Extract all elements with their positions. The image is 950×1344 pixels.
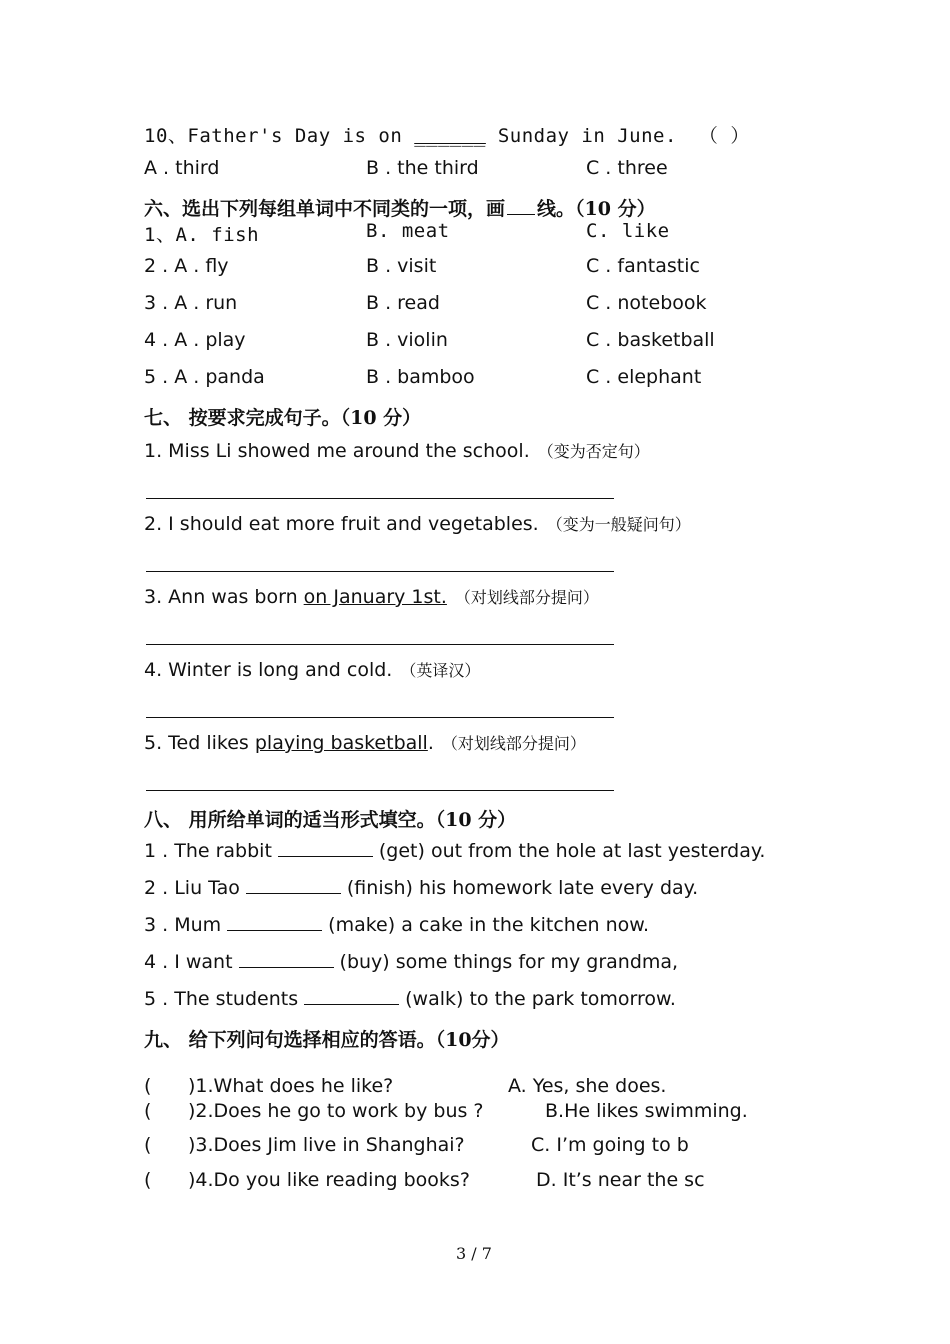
- q10-line: [144, 121, 750, 148]
- s7-item5: [144, 731, 586, 754]
- s7-item5-post: .: [427, 732, 434, 754]
- s7-item5-underlined: playing basketball: [254, 732, 428, 754]
- s9-item4-answer: D. It’s near the sc: [536, 1169, 705, 1191]
- s6-row1-b: B. meat: [366, 220, 450, 242]
- s8-item5-post: (walk) to the park tomorrow.: [405, 988, 676, 1010]
- q10-prefix: 10、Father's Day is on: [144, 125, 403, 147]
- s9-item3-paren: (: [144, 1134, 152, 1156]
- section9-title: 九、 给下列问句选择相应的答语。（10分）: [144, 1029, 510, 1051]
- s9-item4-paren: (: [144, 1169, 152, 1191]
- s9-item2-paren: (: [144, 1100, 152, 1122]
- s7-item3-text: 3. Ann was born: [144, 586, 304, 608]
- q10-blank: ______: [414, 125, 486, 147]
- s9-item4-question: )4.Do you like reading books?: [188, 1169, 470, 1191]
- q10-suffix: Sunday in June.: [497, 125, 677, 147]
- s8-item2: [144, 877, 698, 899]
- s6-row5-b: B . bamboo: [366, 366, 475, 388]
- s8-item4-post: (buy) some things for my grandma,: [339, 951, 679, 973]
- q10-option-b: B . the third: [366, 157, 479, 179]
- q10-paren: （ ）: [698, 125, 750, 147]
- section6-title-a: 六、选出下列每组单词中不同类的一项，画: [144, 198, 506, 220]
- s7-item5-text: 5. Ted likes: [144, 732, 255, 754]
- s7-item1-text: 1. Miss Li showed me around the school.: [144, 440, 530, 462]
- section6-title: [144, 194, 656, 221]
- s7-item2-text: 2. I should eat more fruit and vegetables.: [144, 513, 539, 535]
- s8-item2-blank[interactable]: [246, 892, 341, 894]
- s8-item3-pre: 3 . Mum: [144, 914, 222, 936]
- s6-row2-a: 2 . A . fly: [144, 255, 229, 277]
- s8-item2-post: (finish) his homework late every day.: [346, 877, 699, 899]
- s7-item1: [144, 439, 650, 462]
- s6-row3-b: B . read: [366, 292, 440, 314]
- section6-title-b: 线。（10 分）: [537, 198, 656, 220]
- s9-item1-paren: (: [144, 1075, 152, 1097]
- s7-answer-line-3: [146, 644, 614, 645]
- s7-item4-text: 4. Winter is long and cold.: [144, 659, 393, 681]
- s7-item3: [144, 585, 599, 608]
- s9-item3-question: )3.Does Jim live in Shanghai?: [188, 1134, 465, 1156]
- s8-item1-pre: 1 . The rabbit: [144, 840, 272, 862]
- s6-row2-c: C . fantastic: [586, 255, 700, 277]
- s9-item1-question: )1.What does he like?: [188, 1075, 394, 1097]
- section7-title: 七、 按要求完成句子。（10 分）: [144, 407, 422, 429]
- s9-item2-question: )2.Does he go to work by bus ?: [188, 1100, 484, 1122]
- s6-row1-a: 1、A. fish: [144, 224, 260, 246]
- s9-item1-answer: A. Yes, she does.: [508, 1075, 667, 1097]
- s6-row4-c: C . basketball: [586, 329, 715, 351]
- s8-item1-post: (get) out from the hole at last yesterday.: [378, 840, 766, 862]
- s7-item4: [144, 658, 480, 681]
- s8-item3: [144, 914, 649, 936]
- section6-title-blank: [507, 213, 535, 215]
- s9-item2-answer: B.He likes swimming.: [545, 1100, 748, 1122]
- s7-item1-note: （变为否定句）: [537, 442, 650, 461]
- s6-row3-a: 3 . A . run: [144, 292, 238, 314]
- s7-item2: [144, 512, 691, 535]
- page-number: 3 / 7: [456, 1244, 492, 1263]
- s7-item3-underlined: on January 1st.: [303, 586, 447, 608]
- s7-item2-note: （变为一般疑问句）: [546, 515, 691, 534]
- s7-answer-line-2: [146, 571, 614, 572]
- s8-item1: [144, 840, 765, 862]
- s8-item3-blank[interactable]: [227, 929, 322, 931]
- s6-row4-b: B . violin: [366, 329, 448, 351]
- s6-row5-a: 5 . A . panda: [144, 366, 265, 388]
- s6-row5-c: C . elephant: [586, 366, 702, 388]
- s8-item5-pre: 5 . The students: [144, 988, 299, 1010]
- section8-title: 八、 用所给单词的适当形式填空。（10 分）: [144, 809, 517, 831]
- s8-item5-blank[interactable]: [304, 1003, 399, 1005]
- s7-item5-note: （对划线部分提问）: [441, 734, 586, 753]
- s8-item1-blank[interactable]: [278, 855, 373, 857]
- s7-answer-line-1: [146, 498, 614, 499]
- s6-row4-a: 4 . A . play: [144, 329, 246, 351]
- s9-item3-answer: C. I’m going to b: [531, 1134, 689, 1156]
- s7-answer-line-4: [146, 717, 614, 718]
- s8-item5: [144, 988, 676, 1010]
- s7-item3-note: （对划线部分提问）: [454, 588, 599, 607]
- s6-row2-b: B . visit: [366, 255, 437, 277]
- s8-item3-post: (make) a cake in the kitchen now.: [328, 914, 650, 936]
- s6-row3-c: C . notebook: [586, 292, 707, 314]
- s6-row1-c: C. like: [586, 220, 670, 242]
- s7-item4-note: （英译汉）: [400, 661, 481, 680]
- s8-item4-pre: 4 . I want: [144, 951, 233, 973]
- s8-item4: [144, 951, 678, 973]
- s8-item2-pre: 2 . Liu Tao: [144, 877, 240, 899]
- s7-answer-line-5: [146, 790, 614, 791]
- s8-item4-blank[interactable]: [239, 966, 334, 968]
- q10-option-c: C . three: [586, 157, 668, 179]
- q10-option-a: A . third: [144, 157, 220, 179]
